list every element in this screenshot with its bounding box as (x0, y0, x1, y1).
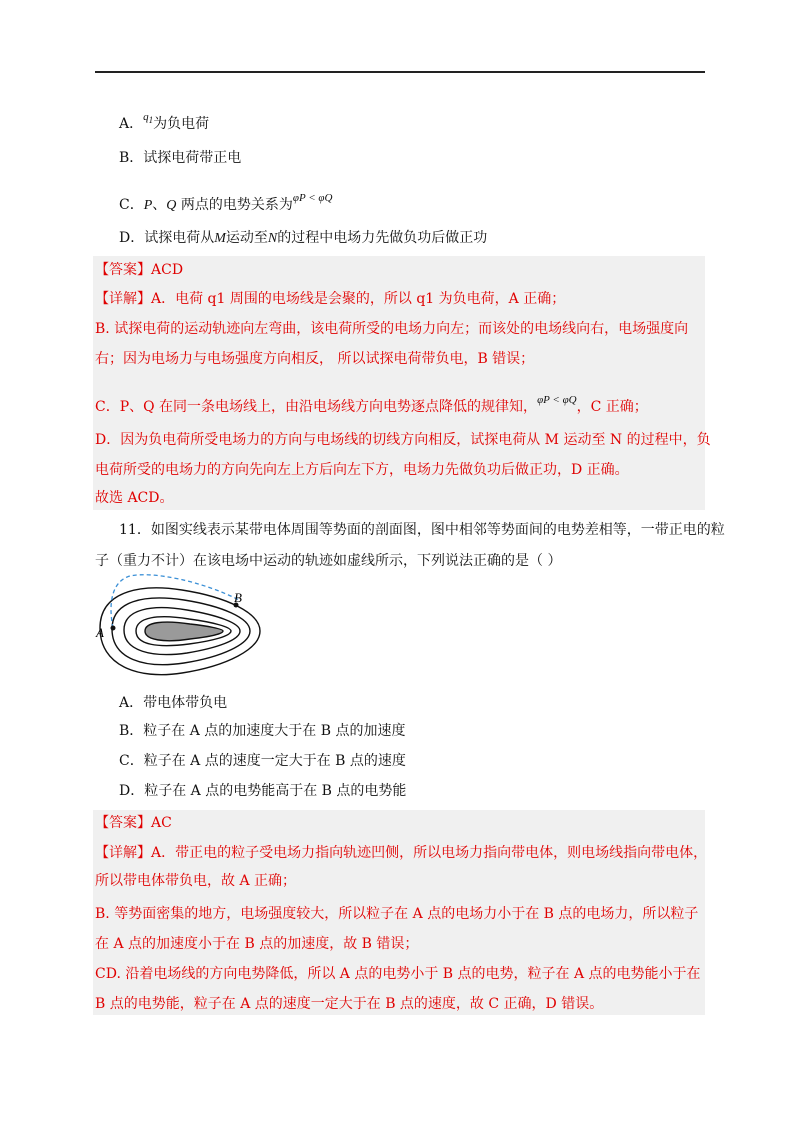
q11-explanation-2: 所以带电体带负电，故 A 正确； (95, 873, 297, 889)
q10-explanation-6: 电荷所受的电场力的方向先向左上方后向左下方，电场力先做负功后做正功，D 正确。 (95, 462, 629, 478)
q11-stem-1: 11．如图实线表示某带电体周围等势面的剖面图，图中相邻等势面间的电势差相等，一带正电的粒 (119, 522, 725, 538)
particle-trajectory (111, 575, 239, 628)
q10-option-c: C．P、Q 两点的电势关系为$^{\varphi P < \varphi Q}$ (119, 192, 333, 213)
q10-option-a: A．$^{q_1}$为负电荷 (119, 111, 210, 132)
q10-explanation-7: 故选 ACD。 (95, 490, 174, 506)
q11-option-c: C．粒子在 A 点的速度一定大于在 B 点的速度 (119, 753, 406, 769)
q11-explanation-6: B 点的电势能，粒子在 A 点的速度一定大于在 B 点的速度，故 C 正确，D 错误。 (95, 996, 604, 1012)
q10-explanation-4: C．P、Q 在同一条电场线上，由沿电场线方向电势逐点降低的规律知，$^{\varphi P < \varphi Q}$，C 正确； (95, 394, 648, 415)
label-b: B (234, 590, 242, 605)
charged-body (145, 622, 223, 641)
q10-explanation-1: 【详解】A．电荷 q1 周围的电场线是会聚的，所以 q1 为负电荷，A 正确； (95, 291, 566, 307)
q10-explanation-2: B. 试探电荷的运动轨迹向左弯曲，该电荷所受的电场力向左；而该处的电场线向右，电场强度向 (95, 321, 689, 337)
q11-explanation-4: 在 A 点的加速度小于在 B 点的加速度，故 B 错误； (95, 936, 419, 952)
q11-explanation-5: CD. 沿着电场线的方向电势降低，所以 A 点的电势小于 B 点的电势，粒子在 A 点的电势能小于在 (95, 966, 701, 982)
q11-stem-2: 子（重力不计）在该电场中运动的轨迹如虚线所示，下列说法正确的是（ ） (95, 553, 562, 569)
point-a (111, 626, 116, 631)
q11-answer: 【答案】AC (95, 815, 172, 831)
header-rule (95, 71, 705, 73)
equipotential-diagram (92, 573, 272, 688)
q11-option-d: D．粒子在 A 点的电势能高于在 B 点的电势能 (119, 783, 407, 799)
q11-explanation-1: 【详解】A．带正电的粒子受电场力指向轨迹凹侧，所以电场力指向带电体，则电场线指向带电体， (95, 845, 708, 861)
q11-explanation-3: B. 等势面密集的地方，电场强度较大，所以粒子在 A 点的电场力小于在 B 点的电场力，所以粒子 (95, 906, 699, 922)
q11-option-b: B．粒子在 A 点的加速度大于在 B 点的加速度 (119, 723, 406, 739)
q11-option-a: A．带电体带负电 (119, 695, 228, 711)
q10-explanation-5: D．因为负电荷所受电场力的方向与电场线的切线方向相反，试探电荷从 M 运动至 N 的过程中，负 (95, 432, 711, 448)
label-a: A (96, 625, 104, 640)
q10-option-b: B．试探电荷带正电 (119, 150, 242, 166)
q10-answer: 【答案】ACD (95, 262, 184, 278)
q10-option-d: D．试探电荷从M运动至N的过程中电场力先做负功后做正功 (119, 230, 488, 246)
q10-explanation-3: 右；因为电场力与电场强度方向相反， 所以试探电荷带负电，B 错误； (95, 351, 535, 367)
